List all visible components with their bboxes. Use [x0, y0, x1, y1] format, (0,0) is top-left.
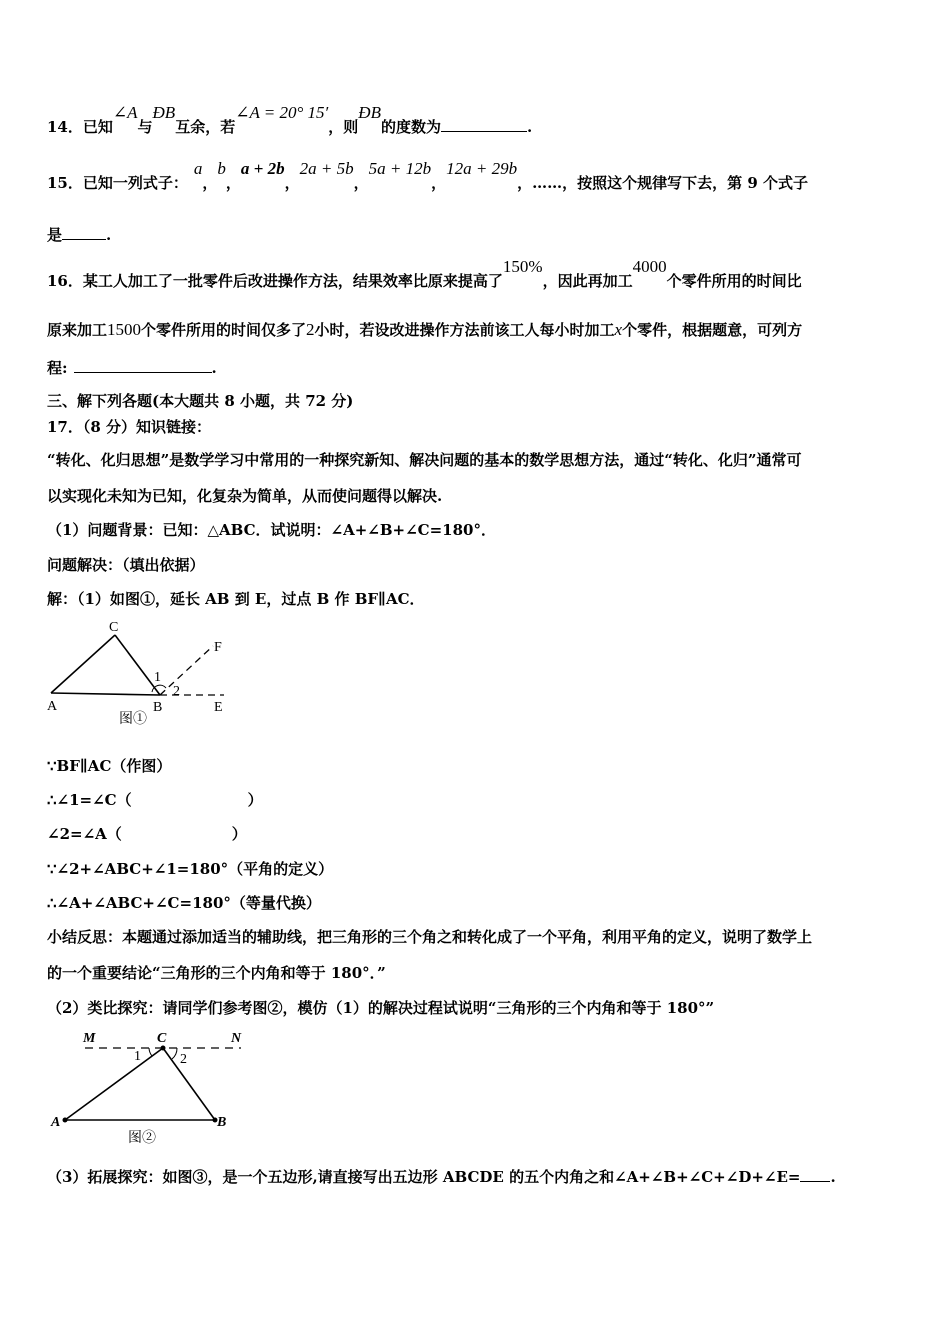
intro-line-2: 以实现化未知为已知，化复杂为简单，从而使问题得以解决. — [47, 487, 443, 505]
term-5: 5a + 12b — [368, 159, 432, 178]
part-2: （2）类比探究：请同学们参考图②，模仿（1）的解决过程试说明“三角形的三个内角和等于 180°” — [47, 999, 715, 1017]
term-4: 2a + 5b — [299, 159, 354, 178]
label-c: C — [157, 1031, 167, 1046]
label-angle-2: 2 — [173, 684, 180, 699]
segment-cb — [115, 635, 160, 695]
problem-solving-label: 问题解决：（填出依据） — [47, 556, 205, 574]
question-16-line-2: 原来加工1500个零件所用的时间仅多了2小时，若设改进操作方法前该工人每小时加工x个零件，根据题意，可列方 — [47, 320, 803, 339]
reflection-line-1: 小结反思：本题通过添加适当的辅助线，把三角形的三个角之和转化成了一个平角，利用平角的定义，说明了数学上 — [47, 928, 813, 946]
figure-2-caption: 图② — [128, 1131, 156, 1146]
answer-blank — [62, 224, 106, 240]
answer-blank — [441, 116, 527, 132]
figure-1-caption: 图① — [119, 712, 147, 727]
label-f: F — [214, 640, 222, 655]
point-c — [161, 1046, 166, 1051]
question-17-head: 17．（8 分）知识链接： — [47, 418, 212, 436]
label-m: M — [83, 1031, 96, 1046]
intro-line-1: “转化、化归思想”是数学学习中常用的一种探究新知、解决问题的基本的数学思想方法，通过“转化、化归”通常可 — [47, 451, 802, 469]
ray-bf-dashed — [160, 646, 213, 695]
label-angle-2: 2 — [180, 1052, 187, 1067]
point-a — [63, 1118, 68, 1123]
answer-blank — [800, 1166, 830, 1182]
step-4: ∵∠2+∠ABC+∠1=180°（平角的定义） — [47, 860, 334, 878]
label-e: E — [214, 700, 223, 715]
math-given-angle: ∠A = 20° 15′ — [235, 103, 329, 122]
math-angle-b-2: ÐB — [358, 103, 381, 122]
part-1-background: （1）问题背景：已知：△ABC．试说明：∠A+∠B+∠C=180°． — [47, 521, 496, 539]
step-1: ∵BF∥AC（作图） — [47, 757, 172, 775]
term-3: a + 2b — [240, 159, 285, 178]
question-15-line-2: 是 . — [47, 226, 112, 244]
label-n: N — [231, 1031, 242, 1046]
section-heading: 三、解下列各题(本大题共 8 小题，共 72 分) — [47, 392, 354, 410]
part-3: （3）拓展探究：如图③，是一个五边形,请直接写出五边形 ABCDE 的五个内角之和∠A+∠B+∠C+∠D+∠E= . — [47, 1168, 836, 1186]
math-1500: 1500 — [107, 320, 142, 339]
question-16-line-1: 16．某工人加工了一批零件后改进操作方法，结果效率比原来提高了150%，因此再加工4000个零件所用的时间比 — [47, 257, 802, 290]
solution-intro: 解：（1）如图①，延长 AB 到 E，过点 B 作 BF∥AC． — [47, 590, 425, 608]
question-16-line-3: 程: . — [47, 359, 217, 377]
segment-ab — [51, 693, 160, 695]
math-percent: 150% — [502, 257, 543, 276]
label-a: A — [51, 1115, 61, 1130]
math-angle-a: ∠A — [112, 103, 138, 122]
math-angle-b: ÐB — [152, 103, 176, 122]
answer-blank — [74, 357, 212, 373]
math-2: 2 — [306, 320, 315, 339]
label-b: B — [153, 700, 163, 715]
term-6: 12a + 29b — [446, 159, 518, 178]
angle-arc-2 — [172, 1048, 177, 1059]
label-a: A — [47, 699, 58, 714]
question-14: 14．已知∠A与ÐB互余，若∠A = 20° 15′，则ÐB的度数为 . — [47, 103, 533, 136]
step-2: ∴∠1=∠C（ ） — [47, 791, 263, 809]
math-x: x — [614, 320, 623, 339]
figure-2 — [45, 1026, 255, 1151]
reflection-line-2: 的一个重要结论“三角形的三个内角和等于 180°．” — [47, 964, 386, 982]
figure-1 — [40, 615, 240, 730]
segment-ac — [65, 1048, 163, 1120]
label-b: B — [217, 1115, 227, 1130]
term-1: a — [193, 159, 203, 178]
label-angle-1: 1 — [134, 1049, 141, 1064]
math-4000: 4000 — [632, 257, 667, 276]
question-15: 15．已知一列式子：a，b，a + 2b，2a + 5b，5a + 12b，12a + 29b，……，按照这个规律写下去，第 9 个式子 — [47, 159, 808, 192]
step-3: ∠2=∠A（ ） — [47, 825, 247, 843]
term-2: b — [217, 159, 226, 178]
angle-arc-1 — [149, 1048, 152, 1056]
segment-ac — [51, 635, 115, 693]
label-angle-1: 1 — [154, 670, 161, 685]
step-5: ∴∠A+∠ABC+∠C=180°（等量代换） — [47, 894, 321, 912]
segment-cb — [163, 1048, 215, 1120]
label-c: C — [109, 620, 119, 635]
